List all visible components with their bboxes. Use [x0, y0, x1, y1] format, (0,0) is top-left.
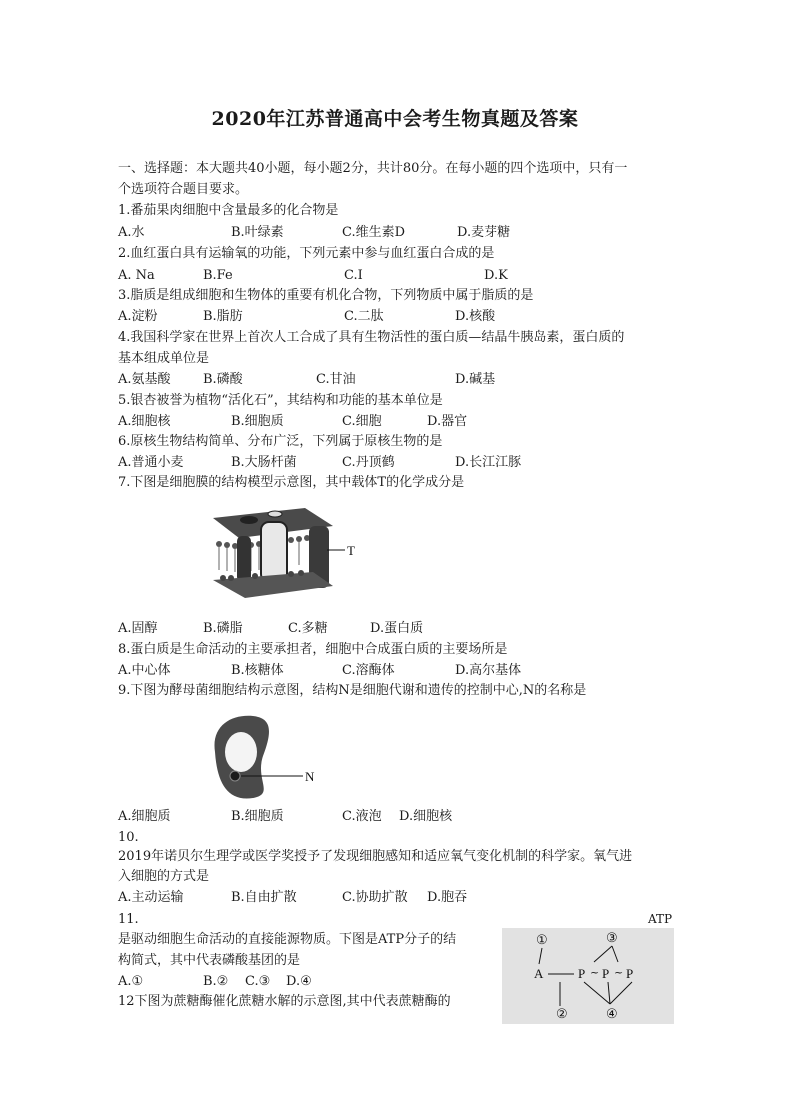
q10-option-c: C.协助扩散 [342, 890, 408, 905]
q9-stem: 9.下图为酵母菌细胞结构示意图，结构N是细胞代谢和遗传的控制中心,N的名称是 [118, 683, 587, 698]
atp-structure-figure [502, 928, 674, 1024]
adenosine-a: A [534, 966, 544, 981]
q3-option-b: B.脂肪 [203, 309, 243, 324]
q10-option-a: A.主动运输 [118, 890, 184, 905]
q9-option-c: C.液泡 [342, 809, 382, 824]
page-title: 2020年江苏普通高中会考生物真题及答案 [211, 108, 579, 130]
q1-stem: 1.番茄果肉细胞中含量最多的化合物是 [118, 203, 339, 218]
intro-line-1: 一、选择题：本大题共40小题，每小题2分，共计80分。在每小题的四个选项中，只有一 [118, 161, 628, 176]
q11-stem-line-1: 是驱动细胞生命活动的直接能源物质。下图是ATP分子的结 [118, 932, 457, 947]
q3-option-a: A.淀粉 [118, 309, 158, 324]
q2-option-d: D.K [484, 268, 508, 283]
q4-option-c: C.甘油 [316, 372, 356, 387]
q3-option-c: C.二肽 [344, 309, 384, 324]
q11-option-b: B.② [203, 974, 229, 989]
q12-stem: 12下图为蔗糖酶催化蔗糖水解的示意图,其中代表蔗糖酶的 [118, 994, 451, 1009]
circled-1: ① [536, 932, 548, 947]
glycoprotein-blob [268, 511, 282, 517]
svg-text:~: ~ [590, 966, 600, 979]
q8-option-b: B.核糖体 [231, 663, 284, 678]
q11-option-d: D.④ [286, 974, 312, 989]
q6-option-c: C.丹顶鹤 [342, 455, 395, 470]
q5-option-b: B.细胞质 [231, 414, 284, 429]
q3-option-d: D.核酸 [455, 309, 496, 324]
glycoprotein-blob [240, 516, 258, 524]
q8-option-d: D.高尔基体 [455, 663, 522, 678]
q6-option-a: A.普通小麦 [118, 455, 184, 470]
q3-stem: 3.脂质是组成细胞和生物体的重要有机化合物，下列物质中属于脂质的是 [118, 288, 534, 303]
cell-membrane-figure [205, 500, 365, 612]
q9-option-b: B.细胞质 [231, 809, 284, 824]
figure-background [502, 928, 674, 1024]
q5-option-d: D.器官 [427, 414, 468, 429]
q11-option-c: C.③ [245, 974, 271, 989]
q10-option-b: B.自由扩散 [231, 890, 297, 905]
q8-option-a: A.中心体 [118, 663, 171, 678]
membrane-protein [261, 522, 287, 582]
yeast-cell-figure [205, 708, 325, 804]
q5-option-c: C.细胞 [342, 414, 382, 429]
q9-option-d: D.细胞核 [399, 809, 453, 824]
q2-option-b: B.Fe [203, 268, 233, 283]
q2-stem: 2.血红蛋白具有运输氧的功能，下列元素中参与血红蛋白合成的是 [118, 246, 495, 261]
q10-option-d: D.胞吞 [427, 890, 468, 905]
circled-4: ④ [606, 1006, 618, 1021]
phosphate-3: P [626, 966, 634, 981]
nucleus-n [230, 771, 240, 781]
q1-option-c: C.维生素D [342, 225, 406, 240]
membrane-protein [237, 536, 251, 582]
phosphate-2: P [602, 966, 610, 981]
q4-option-b: B.磷酸 [203, 372, 243, 387]
q10-stem-line-1: 2019年诺贝尔生理学或医学奖授予了发现细胞感知和适应氧气变化机制的科学家。氧气进 [118, 849, 633, 864]
atp-label: ATP [648, 912, 673, 926]
vacuole [225, 732, 257, 772]
q11-stem-line-2: 构简式，其中代表磷酸基团的是 [118, 953, 301, 968]
q10-number: 10. [118, 830, 139, 845]
circled-3: ③ [606, 930, 618, 945]
intro-line-2: 个选项符合题目要求。 [118, 182, 249, 197]
q1-option-a: A.水 [118, 225, 145, 240]
circled-2: ② [556, 1006, 568, 1021]
q1-option-d: D.麦芽糖 [457, 225, 511, 240]
q4-option-a: A.氨基酸 [118, 372, 171, 387]
q1-option-b: B.叶绿素 [231, 225, 284, 240]
q6-option-d: D.长江江豚 [455, 455, 522, 470]
label-t: T [347, 543, 355, 558]
q4-stem-line-1: 4.我国科学家在世界上首次人工合成了具有生物活性的蛋白质—结晶牛胰岛素，蛋白质的 [118, 330, 625, 345]
q9-option-a: A.细胞质 [118, 809, 171, 824]
q2-option-a: A. Na [118, 268, 155, 283]
q6-option-b: B.大肠杆菌 [231, 455, 297, 470]
q7-option-d: D.蛋白质 [370, 621, 424, 636]
q6-stem: 6.原核生物结构简单、分布广泛，下列属于原核生物的是 [118, 434, 443, 449]
q5-option-a: A.细胞核 [118, 414, 171, 429]
q2-option-c: C.I [344, 268, 363, 283]
q11-number: 11. [118, 912, 139, 927]
label-n: N [305, 769, 315, 784]
q5-stem: 5.银杏被誉为植物“活化石”，其结构和功能的基本单位是 [118, 393, 443, 408]
q11-option-a: A.① [118, 974, 144, 989]
q7-option-a: A.固醇 [118, 621, 158, 636]
q4-option-d: D.碱基 [455, 372, 496, 387]
q4-stem-line-2: 基本组成单位是 [118, 351, 210, 366]
q8-stem: 8.蛋白质是生命活动的主要承担者，细胞中合成蛋白质的主要场所是 [118, 642, 508, 657]
q7-option-b: B.磷脂 [203, 621, 243, 636]
q7-stem: 7.下图是细胞膜的结构模型示意图，其中载体T的化学成分是 [118, 475, 465, 490]
phosphate-1: P [578, 966, 586, 981]
svg-text:~: ~ [614, 966, 624, 979]
q10-stem-line-2: 入细胞的方式是 [118, 869, 210, 884]
q8-option-c: C.溶酶体 [342, 663, 395, 678]
q7-option-c: C.多糖 [288, 621, 328, 636]
